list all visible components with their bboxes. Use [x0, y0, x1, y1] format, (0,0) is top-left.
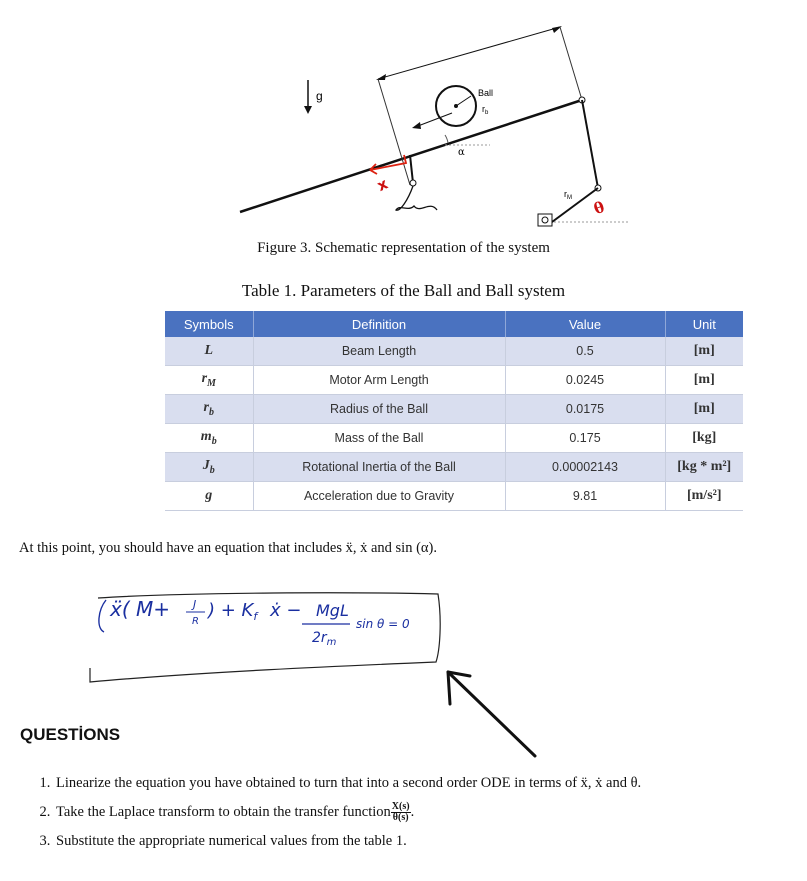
unit-cell: [m] [665, 395, 743, 424]
figure-caption: Figure 3. Schematic representation of the system [257, 240, 550, 256]
motor-radius-label: $r_M$ [564, 189, 572, 201]
unit-cell: [kg] [665, 424, 743, 453]
symbol-cell: L [165, 337, 253, 366]
symbol-subscript: b [209, 464, 215, 476]
unit-cell: [m] [665, 337, 743, 366]
equation-frac1-den: R [192, 616, 199, 627]
table-row [165, 337, 743, 366]
value-cell: 0.0175 [505, 395, 665, 424]
symbol-cell: g [165, 482, 253, 511]
length-dimension [378, 27, 560, 79]
unit-cell: [m] [665, 366, 743, 395]
equation-frac2-den: $2r_m$ [312, 630, 337, 648]
table-row [165, 424, 743, 453]
question-item: 1. Linearize the equation you have obtained to turn that into a second order ODE in terms of ẍ, ẋ and θ. [54, 775, 794, 792]
table-header-row [165, 311, 743, 337]
table-row [165, 482, 743, 511]
intro-text: At this point, you should have an equation that includes ẍ, ẋ and sin (α). [19, 540, 437, 556]
symbol-cell: $J_b$ [165, 453, 253, 482]
table-row [165, 453, 743, 482]
symbol-subscript: M [207, 377, 216, 389]
definition-cell: Rotational Inertia of the Ball [253, 453, 505, 482]
equation-frac1-num: J [193, 598, 197, 611]
unit-cell: [m/s²] [665, 482, 743, 511]
definition-cell: Mass of the Ball [253, 424, 505, 453]
symbol-subscript: b [211, 435, 217, 447]
equation-frac2-num: MgL [316, 601, 349, 620]
definition-cell: Motor Arm Length [253, 366, 505, 395]
definition-cell: Acceleration due to Gravity [253, 482, 505, 511]
position-label: x [374, 174, 391, 195]
symbol-cell: $r_b$ [165, 395, 253, 424]
parameters-table [165, 311, 743, 511]
equation-term-4: sin θ = 0 [356, 617, 410, 631]
definition-cell: Radius of the Ball [253, 395, 505, 424]
symbol-cell: $r_M$ [165, 366, 253, 395]
angle-label: α [458, 147, 465, 158]
value-cell: 0.175 [505, 424, 665, 453]
value-cell: 0.5 [505, 337, 665, 366]
equation-term-1: ẍ( M+ [110, 597, 171, 621]
gravity-label: g [316, 89, 323, 103]
angle-arc [445, 135, 448, 143]
symbol-cell: $m_b$ [165, 424, 253, 453]
transfer-function-fraction: $\frac{X(s)}{\theta(s)}$ [391, 801, 410, 823]
ball-radius-line [456, 96, 471, 106]
symbol-subscript: b [208, 406, 214, 418]
header-unit: Unit [665, 311, 743, 337]
equation-term-3: ẋ − [270, 600, 302, 621]
question-item: 3. Substitute the appropriate numerical values from the table 1. [54, 833, 794, 850]
handwritten-equation [80, 570, 500, 690]
connecting-rod [582, 100, 598, 188]
header-definition: Definition [253, 311, 505, 337]
hand-drawn-arrow [440, 660, 550, 770]
pivot [410, 180, 416, 186]
questions-heading: QUESTİONS [20, 725, 121, 744]
questions-list [0, 775, 794, 860]
equation-term-2: ) + $K_f$ [208, 600, 258, 623]
value-cell: 9.81 [505, 482, 665, 511]
motor-arm [552, 188, 598, 222]
value-cell: 0.00002143 [505, 453, 665, 482]
support-post [410, 155, 413, 183]
table-title: Table 1. Parameters of the Ball and Ball system [241, 281, 566, 300]
ball-radius-label: $r_b$ [482, 104, 489, 116]
question-item: 2. Take the Laplace transform to obtain the transfer function $\frac{X(s)}{\theta(s)}$ . [54, 802, 794, 823]
header-value: Value [505, 311, 665, 337]
table-row [165, 395, 743, 424]
definition-cell: Beam Length [253, 337, 505, 366]
unit-cell: [kg * m²] [665, 453, 743, 482]
gravity-arrow [304, 80, 312, 114]
support-base [396, 186, 437, 210]
value-cell: 0.0245 [505, 366, 665, 395]
theta-label: θ [591, 197, 607, 219]
ball-label: Ball [478, 88, 494, 98]
header-symbols: Symbols [165, 311, 253, 337]
table-row [165, 366, 743, 395]
system-schematic-figure [230, 0, 650, 235]
